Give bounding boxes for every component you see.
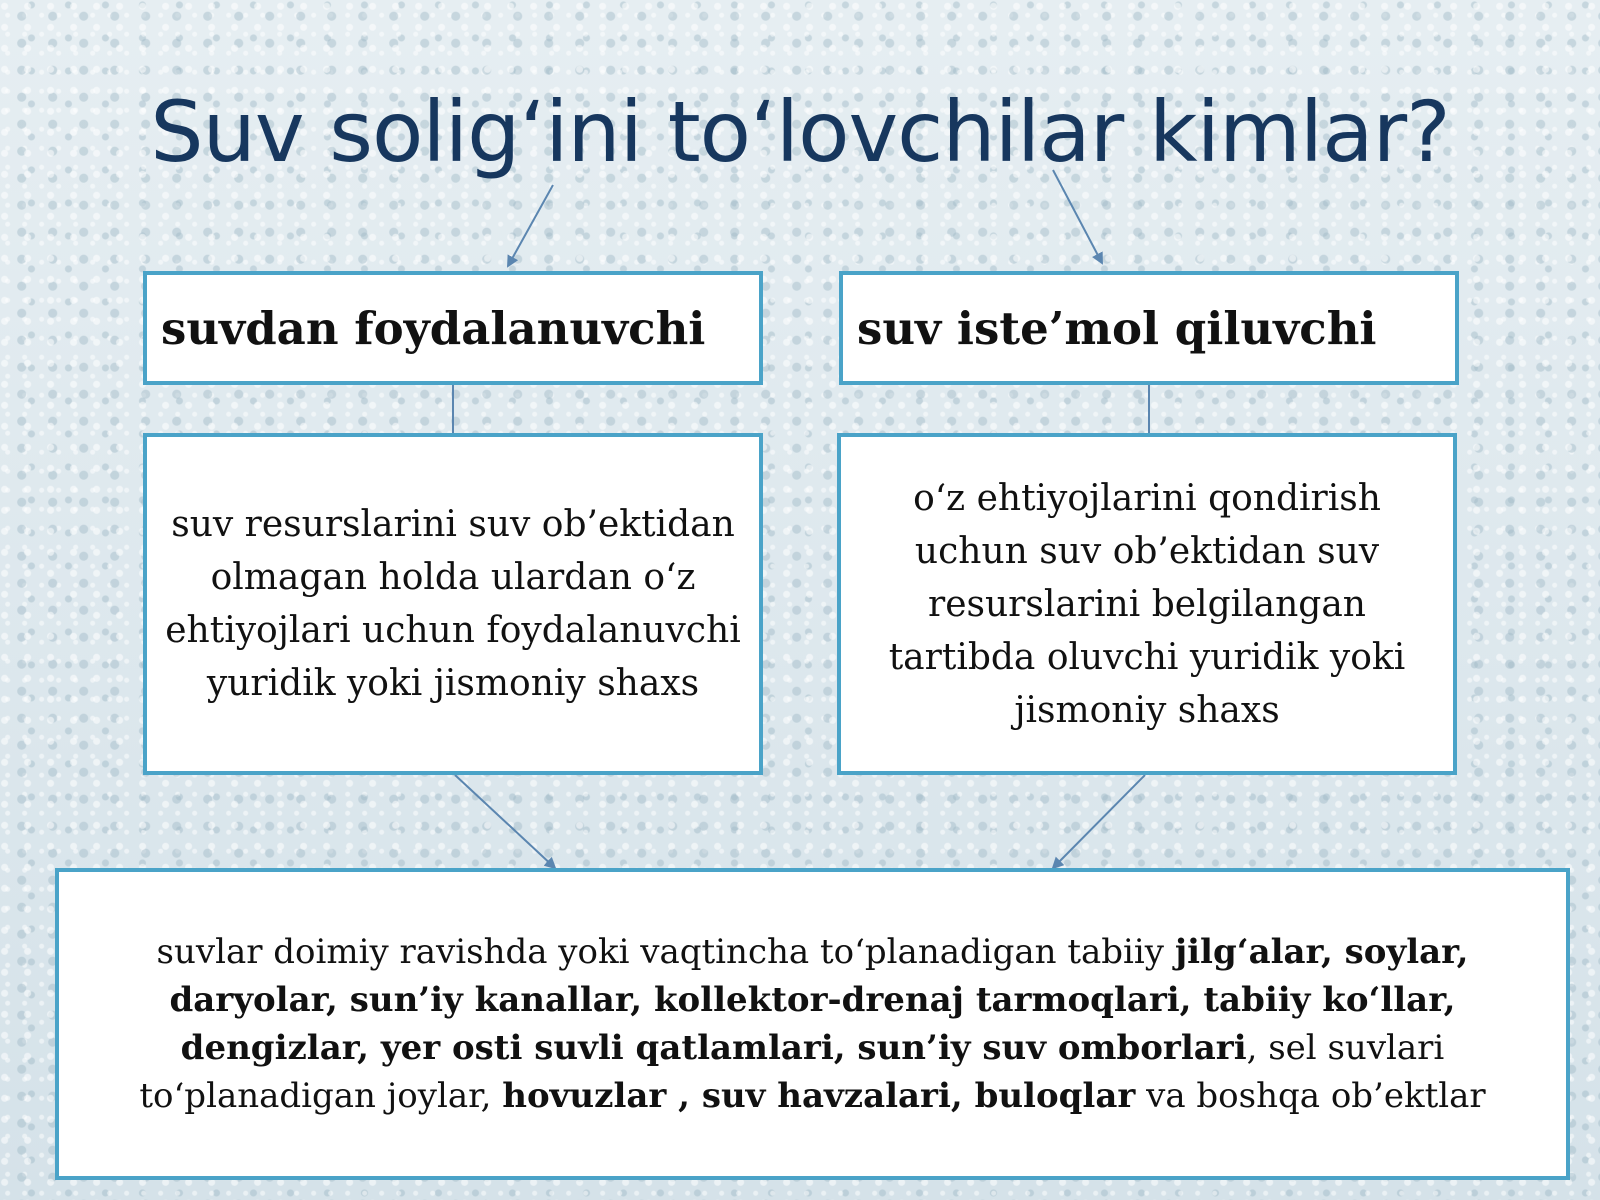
right-heading: suv iste’mol qiluvchi <box>857 301 1377 355</box>
right-heading-box <box>839 271 1459 385</box>
arrow-right-def-to-bottom <box>1053 775 1145 868</box>
water-objects-segment: , sel suvlari to‘planadigan joylar, <box>139 1028 1445 1116</box>
left-definition-box <box>143 433 763 775</box>
water-objects-segment-bold: jilg‘alar, soylar, daryolar, sun’iy kanallar, kollektor-drenaj tarmoqlari, tabiiy ko‘llar, dengizlar, yer osti suvli qatlamlari, sun’iy suv omborlari <box>169 932 1469 1068</box>
water-objects-segment: suvlar doimiy ravishda yoki vaqtincha to‘planadigan tabiiy <box>156 932 1175 972</box>
left-heading-box <box>143 271 763 385</box>
water-objects-segment: va boshqa ob’ektlar <box>1135 1076 1486 1116</box>
water-objects-text <box>75 928 1550 1120</box>
slide-title: Suv solig‘ini to‘lovchilar kimlar? <box>150 83 1450 181</box>
water-objects-box <box>55 868 1570 1180</box>
arrow-title-to-left <box>508 185 553 266</box>
right-definition: o‘z ehtiyojlarini qondirish uchun suv ob’ektidan suv resurslarini belgilangan tartibda oluvchi yuridik yoki jismoniy shaxs <box>888 477 1406 731</box>
right-definition-box <box>837 433 1457 775</box>
left-definition: suv resurslarini suv ob’ektidan olmagan holda ulardan o‘z ehtiyojlari uchun foydalanuvchi yuridik yoki jismoniy shaxs <box>165 504 741 704</box>
water-objects-segment-bold: hovuzlar , suv havzalari, buloqlar <box>502 1076 1136 1116</box>
left-heading: suvdan foydalanuvchi <box>161 301 706 355</box>
arrow-left-def-to-bottom <box>455 775 555 868</box>
arrow-title-to-right <box>1053 170 1102 263</box>
